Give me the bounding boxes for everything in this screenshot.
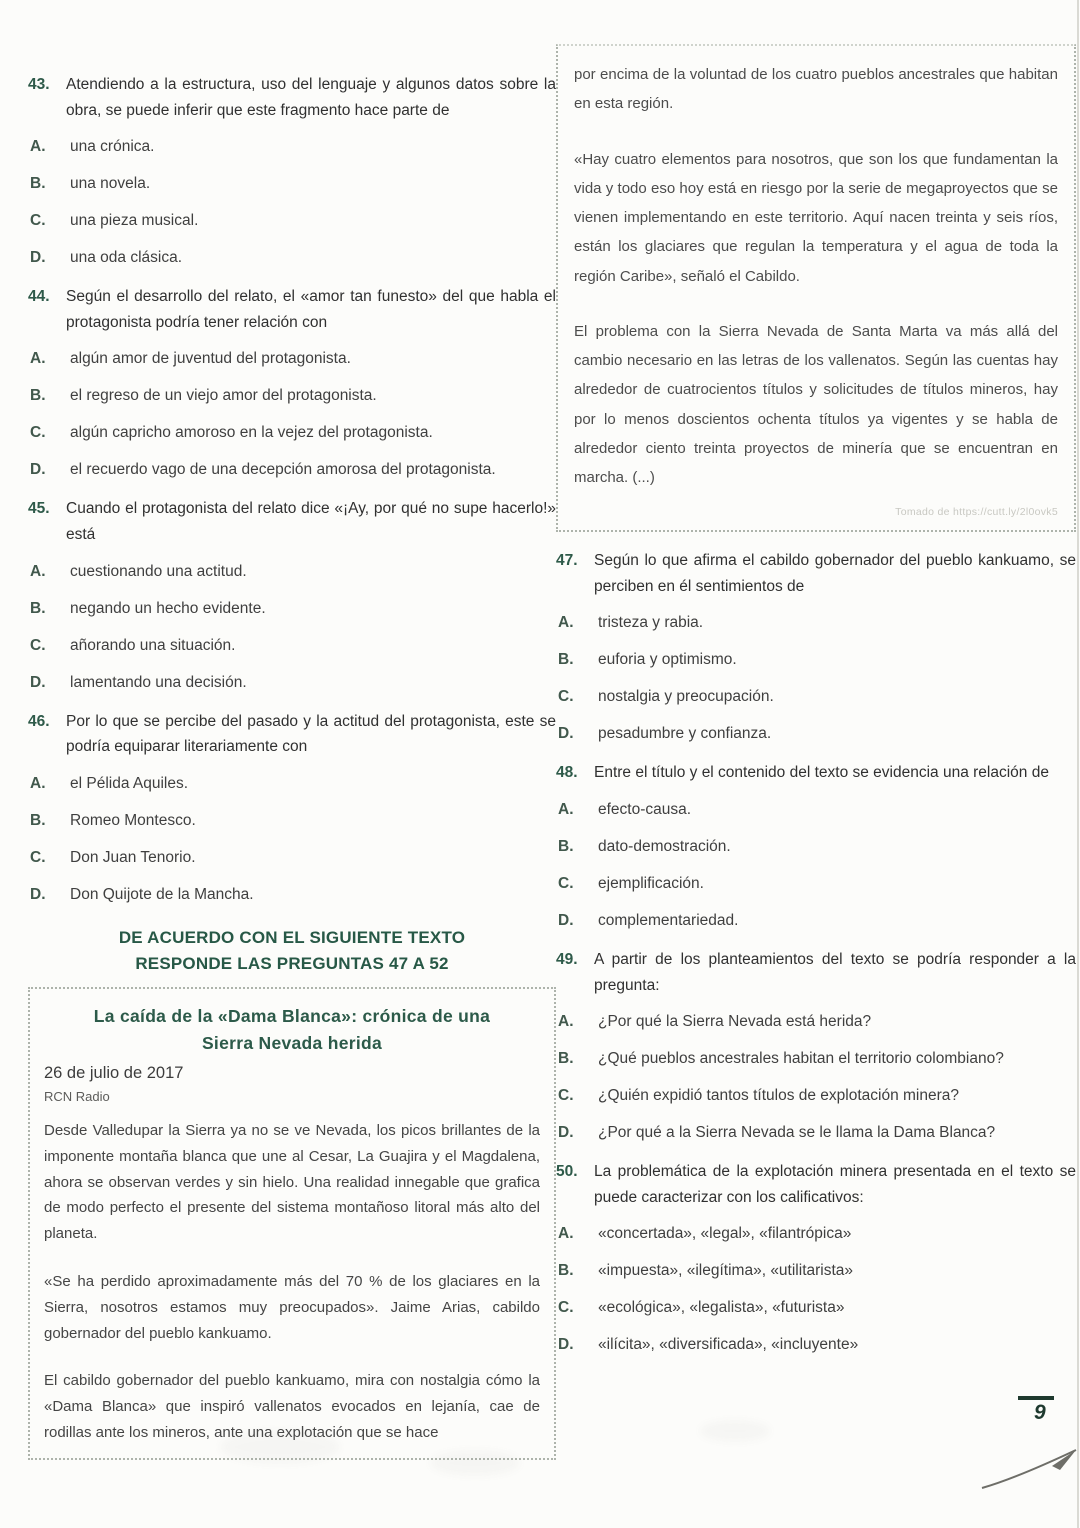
option-letter: B. <box>30 175 46 193</box>
option-44-b <box>30 384 556 408</box>
article-title-line2: Sierra Nevada herida <box>201 1032 383 1053</box>
section-header <box>28 925 556 978</box>
option-letter: C. <box>30 212 46 230</box>
option-letter: A. <box>30 138 46 156</box>
question-48-number: 48. <box>556 764 578 782</box>
question-50-options <box>558 1222 1076 1357</box>
question-48-text: Entre el título y el contenido del texto se evidencia una relación de <box>594 764 1049 782</box>
option-letter: B. <box>30 387 46 405</box>
question-44-text: Según el desarrollo del relato, el «amor tan funesto» del que habla el protagonista podría tener relación con <box>66 288 556 331</box>
option-letter: B. <box>30 599 46 617</box>
option-letter: D. <box>30 673 46 691</box>
option-text: nostalgia y preocupación. <box>598 688 774 706</box>
article-source: RCN Radio <box>44 1088 110 1104</box>
option-text: ¿Quién expidió tantos títulos de explotación minera? <box>598 1087 960 1105</box>
question-49-options <box>558 1010 1076 1145</box>
option-letter: D. <box>558 912 574 930</box>
option-text: una pieza musical. <box>70 212 199 230</box>
question-49-number: 49. <box>556 951 578 969</box>
question-43 <box>28 72 556 123</box>
option-50-b <box>558 1259 1076 1283</box>
option-text: una novela. <box>70 175 151 193</box>
question-44 <box>28 284 556 335</box>
option-46-d <box>30 883 556 907</box>
option-49-a <box>558 1010 1076 1034</box>
pen-swoosh-mark <box>980 1440 1080 1501</box>
question-48 <box>556 760 1076 786</box>
right-questions <box>556 548 1076 1357</box>
option-46-c <box>30 846 556 870</box>
option-letter: C. <box>30 424 46 442</box>
option-text: «ecológica», «legalista», «futurista» <box>598 1299 845 1317</box>
continuation-paragraph-2: «Hay cuatro elementos para nosotros, que son los que fundamentan la vida y todo eso hoy está en riesgo por la serie de megaproyectos que se vienen implementando en este territorio. Aquí nacen treinta y seis ríos, están los glaciares que regulan la temperatura y el agua de toda la región Caribe», señaló el Cabildo. <box>574 150 1058 285</box>
option-letter: C. <box>558 1299 574 1317</box>
question-47-number: 47. <box>556 552 578 570</box>
page-number: 9 <box>1018 1396 1054 1425</box>
option-49-c <box>558 1084 1076 1108</box>
question-43-number: 43. <box>28 76 50 93</box>
article-continuation-box <box>556 44 1076 532</box>
option-text: ¿Por qué a la Sierra Nevada se le llama la Dama Blanca? <box>598 1124 996 1142</box>
option-text: ejemplificación. <box>598 875 704 893</box>
option-50-c <box>558 1296 1076 1320</box>
question-46-text: Por lo que se percibe del pasado y la actitud del protagonista, este se podría equiparar literariamente con <box>66 712 556 756</box>
option-letter: C. <box>30 848 46 866</box>
option-text: una crónica. <box>70 138 155 156</box>
option-letter: B. <box>558 651 574 669</box>
option-letter: A. <box>30 562 46 580</box>
question-43-text: Atendiendo a la estructura, uso del lenguaje y algunos datos sobre la obra, se puede inferir que este fragmento hace parte de <box>66 76 556 119</box>
option-text: Don Quijote de la Mancha. <box>70 885 254 903</box>
question-45-number: 45. <box>28 500 50 518</box>
question-46 <box>28 709 556 760</box>
option-letter: A. <box>558 801 574 818</box>
option-text: cuestionando una actitud. <box>70 562 247 580</box>
option-letter: C. <box>558 688 574 706</box>
option-47-b <box>558 648 1076 672</box>
question-45-options <box>30 560 556 695</box>
option-text: pesadumbre y confianza. <box>598 725 772 743</box>
option-text: complementariedad. <box>598 912 739 930</box>
option-letter: C. <box>558 1087 574 1105</box>
option-45-c <box>30 634 556 658</box>
option-47-d <box>558 722 1076 746</box>
option-letter: B. <box>558 838 574 856</box>
question-45-text: Cuando el protagonista del relato dice «¡Ay, por qué no supe hacerlo!» está <box>66 500 556 543</box>
option-45-b <box>30 597 556 621</box>
option-49-b <box>558 1047 1076 1071</box>
question-43-options <box>30 135 556 270</box>
option-47-c <box>558 685 1076 709</box>
option-44-d <box>30 458 556 482</box>
question-47-options <box>558 611 1076 746</box>
article-title <box>44 1003 540 1056</box>
question-48-options <box>558 798 1076 933</box>
article-title-line1: La caída de la «Dama Blanca»: crónica de una <box>93 1006 491 1027</box>
option-letter: A. <box>558 1013 574 1031</box>
option-43-c <box>30 209 556 233</box>
option-43-b <box>30 172 556 196</box>
scan-edge-line <box>1077 0 1079 1528</box>
option-text: negando un hecho evidente. <box>70 599 266 617</box>
option-letter: C. <box>558 875 574 893</box>
option-letter: A. <box>30 350 46 368</box>
scan-smudge <box>220 1430 340 1464</box>
option-text: dato-demostración. <box>598 838 731 856</box>
option-48-a <box>558 798 1076 822</box>
option-text: Don Juan Tenorio. <box>70 848 196 866</box>
option-text: Romeo Montesco. <box>70 811 196 829</box>
article-paragraph-3: El cabildo gobernador del pueblo kankuamo, mira con nostalgia cómo la «Dama Blanca» que inspiró vallenatos evocados en lejanía, cae de rodillas ante los mineros, ante una explotación que se hace <box>44 1372 540 1441</box>
right-column <box>556 44 1076 1370</box>
option-text: «concertada», «legal», «filantrópica» <box>598 1225 852 1243</box>
question-44-number: 44. <box>28 288 50 306</box>
option-letter: D. <box>30 461 46 479</box>
section-header-line1: DE ACUERDO CON EL SIGUIENTE TEXTO <box>118 927 466 947</box>
question-50-number: 50. <box>556 1163 578 1181</box>
option-text: algún capricho amoroso en la vejez del protagonista. <box>70 424 433 442</box>
option-43-d <box>30 246 556 270</box>
continuation-paragraph-3: El problema con la Sierra Nevada de Santa Marta va más allá del cambio necesario en las letras de los vallenatos. Según las cuentas hay alrededor de cuatrocientos títulos y solicitudes de títulos mineros, hay por lo menos doscientos ochenta títulos ya vigentes y se habla de alrededor ciento treinta proyectos de minería que se encuentran en marcha. (...) <box>574 322 1058 486</box>
option-text: «impuesta», «ilegítima», «utilitarista» <box>598 1262 854 1280</box>
option-letter: D. <box>558 1336 574 1354</box>
option-letter: D. <box>30 885 46 903</box>
option-text: efecto-causa. <box>598 801 692 818</box>
article-date: 26 de julio de 2017 <box>44 1063 184 1082</box>
continuation-paragraph-1: por encima de la voluntad de los cuatro pueblos ancestrales que habitan en esta región. <box>574 66 1058 113</box>
question-47 <box>556 548 1076 599</box>
option-48-b <box>558 835 1076 859</box>
option-text: añorando una situación. <box>70 636 236 654</box>
option-letter: C. <box>30 636 46 654</box>
article-attribution: Tomado de https://cutt.ly/2l0ovk5 <box>895 506 1058 519</box>
question-49 <box>556 947 1076 998</box>
option-49-d <box>558 1121 1076 1145</box>
option-text: tristeza y rabia. <box>598 614 704 632</box>
option-text: el regreso de un viejo amor del protagonista. <box>70 387 377 405</box>
option-letter: B. <box>30 811 46 829</box>
option-45-a <box>30 560 556 584</box>
option-letter: A. <box>558 614 574 632</box>
option-letter: D. <box>558 725 574 743</box>
option-text: una oda clásica. <box>70 249 183 267</box>
article-paragraph-1: Desde Valledupar la Sierra ya no se ve Nevada, los picos brillantes de la imponente montaña blanca que une al Cesar, La Guajira y el Magdalena, ahora se observan verdes y sin hielo. Una realidad innegable que grafica de modo perfecto el presente del sistema montañoso litoral más alto del planeta. <box>44 1121 540 1243</box>
question-46-number: 46. <box>28 712 50 730</box>
article-paragraph-2: «Se ha perdido aproximadamente más del 70 % de los glaciares en la Sierra, nosotros estamos muy preocupados». Jaime Arias, cabildo gobernador del pueblo kankuamo. <box>44 1272 540 1342</box>
question-46-options <box>30 772 556 907</box>
option-text: el Pélida Aquiles. <box>70 774 189 792</box>
option-text: «ilícita», «diversificada», «incluyente» <box>598 1336 859 1354</box>
question-47-text: Según lo que afirma el cabildo gobernador del pueblo kankuamo, se perciben en él sentimientos de <box>594 552 1076 595</box>
question-50 <box>556 1159 1076 1210</box>
option-46-a <box>30 772 556 796</box>
option-text: euforia y optimismo. <box>598 651 737 669</box>
option-48-d <box>558 909 1076 933</box>
option-letter: B. <box>558 1050 574 1068</box>
scan-smudge <box>430 1450 520 1476</box>
scan-smudge <box>700 1420 770 1442</box>
option-text: ¿Por qué la Sierra Nevada está herida? <box>598 1013 872 1031</box>
option-46-b <box>30 809 556 833</box>
option-letter: A. <box>30 774 46 792</box>
article-box <box>28 987 556 1459</box>
option-text: ¿Qué pueblos ancestrales habitan el territorio colombiano? <box>598 1050 1004 1068</box>
option-48-c <box>558 872 1076 896</box>
question-44-options <box>30 347 556 482</box>
section-header-line2: RESPONDE LAS PREGUNTAS 47 A 52 <box>135 954 449 974</box>
option-text: el recuerdo vago de una decepción amorosa del protagonista. <box>70 461 496 479</box>
question-45 <box>28 496 556 547</box>
option-letter: D. <box>30 249 46 267</box>
option-45-d <box>30 671 556 695</box>
option-50-d <box>558 1333 1076 1357</box>
option-letter: B. <box>558 1262 574 1280</box>
option-letter: A. <box>558 1225 574 1243</box>
option-43-a <box>30 135 556 159</box>
option-44-c <box>30 421 556 445</box>
option-44-a <box>30 347 556 371</box>
question-50-text: La problemática de la explotación minera presentada en el texto se puede caracterizar con los calificativos: <box>594 1163 1076 1206</box>
question-49-text: A partir de los planteamientos del texto se podría responder a la pregunta: <box>594 951 1076 994</box>
option-text: lamentando una decisión. <box>70 673 247 691</box>
page-number-block <box>1018 1396 1054 1425</box>
option-50-a <box>558 1222 1076 1246</box>
left-column <box>28 58 556 1460</box>
option-letter: D. <box>558 1124 574 1142</box>
option-text: algún amor de juventud del protagonista. <box>70 350 351 368</box>
option-47-a <box>558 611 1076 635</box>
